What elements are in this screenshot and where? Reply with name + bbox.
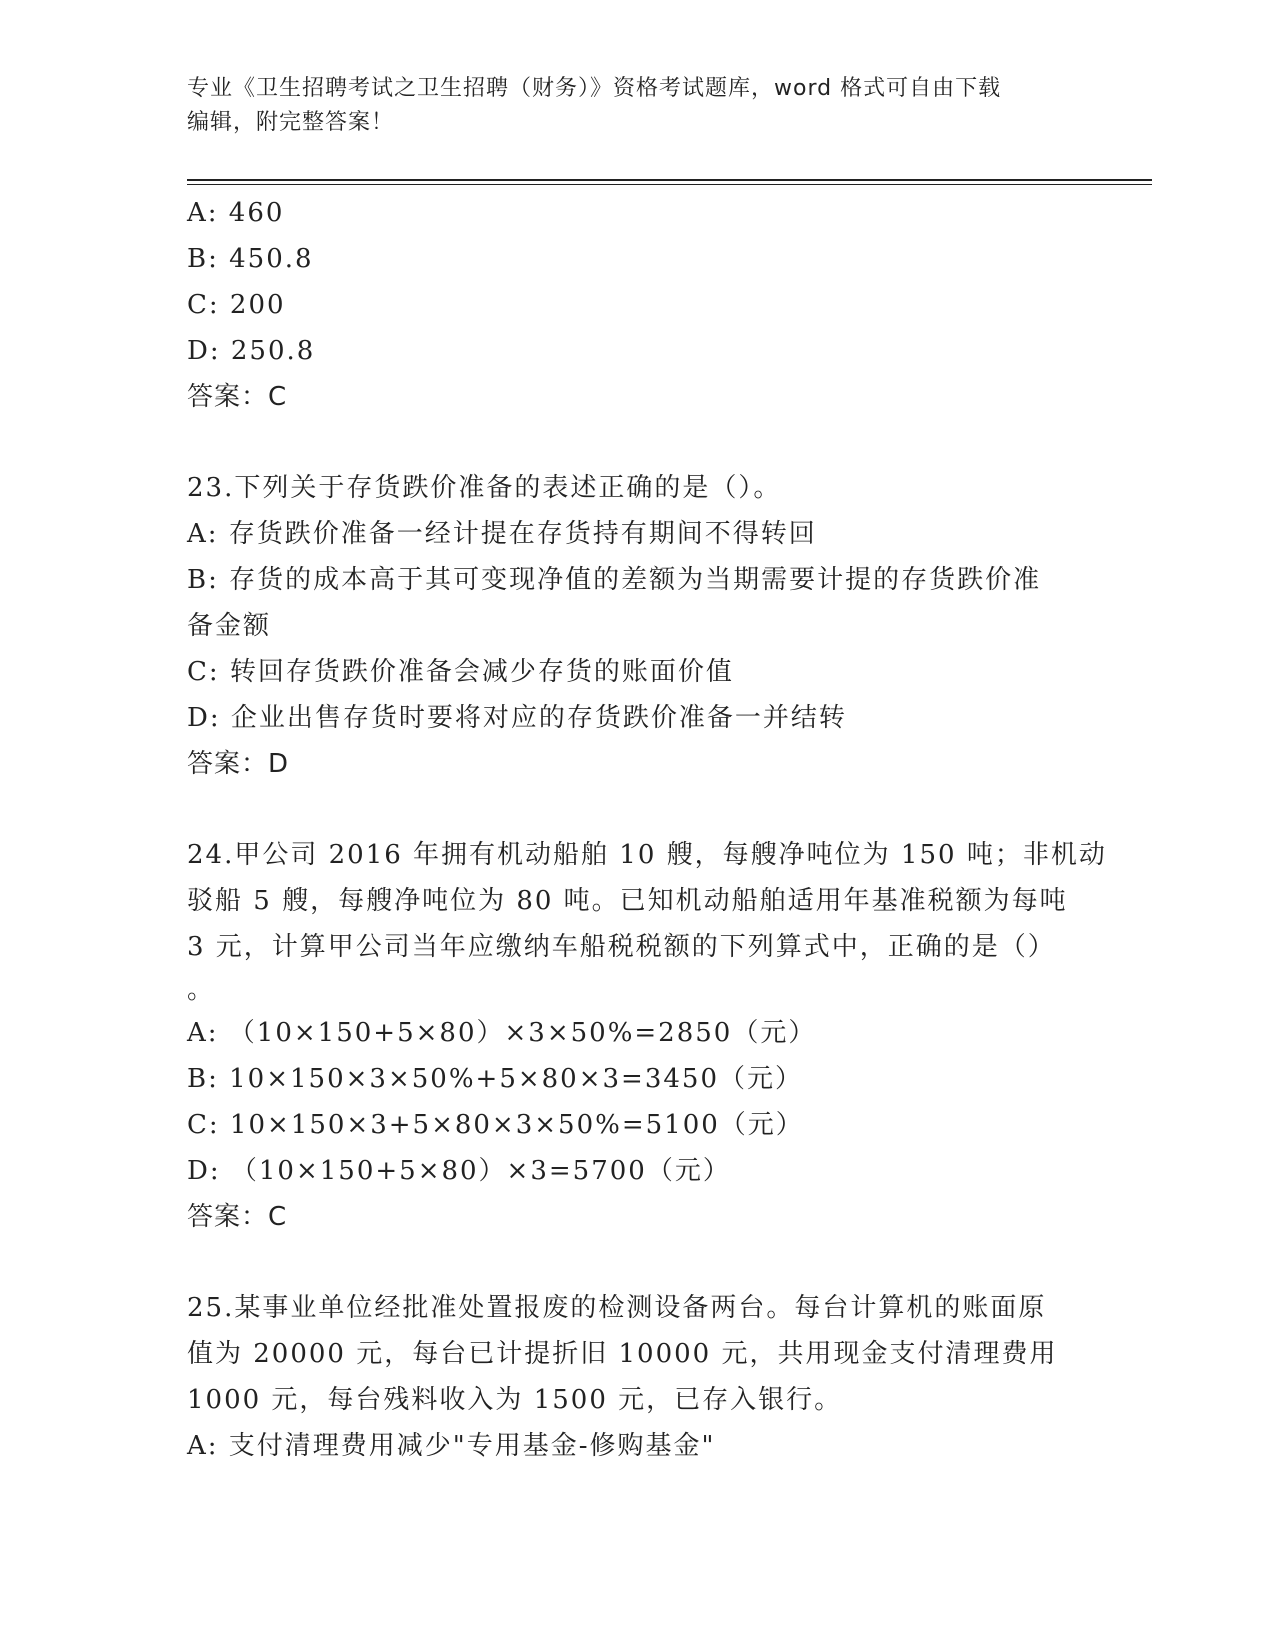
page-header [187, 72, 1087, 140]
q23-answer: 答案：D [187, 749, 290, 779]
q23-stem: 23.下列关于存货跌价准备的表述正确的是（）。 [187, 473, 782, 503]
q22-option-a: A: 460 [187, 198, 285, 228]
spacer [187, 1240, 1087, 1285]
q25-stem-line-3: 1000 元，每台残料收入为 1500 元，已存入银行。 [187, 1385, 843, 1415]
header-divider [187, 179, 1152, 185]
question-23-block [187, 465, 1087, 787]
q23-option-d: D: 企业出售存货时要将对应的存货跌价准备一并结转 [187, 703, 847, 733]
q22-option-b: B: 450.8 [187, 244, 314, 274]
q23-option-b-line-2: 备金额 [187, 611, 272, 641]
question-25-block [187, 1285, 1087, 1469]
question-24-block [187, 832, 1107, 1240]
q23-option-a: A: 存货跌价准备一经计提在存货持有期间不得转回 [187, 519, 817, 549]
spacer [187, 787, 1087, 832]
header-line-1: 专业《卫生招聘考试之卫生招聘（财务）》资格考试题库，word 格式可自由下载 [187, 76, 1002, 101]
q23-option-b-line-1: B: 存货的成本高于其可变现净值的差额为当期需要计提的存货跌价准 [187, 565, 1042, 595]
q24-answer: 答案：C [187, 1202, 288, 1232]
question-content [187, 190, 1107, 1469]
q24-stem-line-3: 3 元，计算甲公司当年应缴纳车船税税额的下列算式中，正确的是（） [187, 932, 1056, 962]
q24-stem-line-2: 驳船 5 艘，每艘净吨位为 80 吨。已知机动船舶适用年基准税额为每吨 [187, 886, 1068, 916]
q24-option-d: D: （10×150+5×80）×3=5700（元） [187, 1156, 731, 1186]
q25-option-a: A: 支付清理费用减少"专用基金-修购基金" [187, 1431, 716, 1461]
spacer [187, 420, 1087, 465]
q23-option-c: C: 转回存货跌价准备会减少存货的账面价值 [187, 657, 734, 687]
q22-answer: 答案：C [187, 382, 288, 412]
q22-option-c: C: 200 [187, 290, 286, 320]
q24-stem-line-1: 24.甲公司 2016 年拥有机动船舶 10 艘，每艘净吨位为 150 吨；非机动 [187, 840, 1107, 870]
q25-stem-line-2: 值为 20000 元，每台已计提折旧 10000 元，共用现金支付清理费用 [187, 1339, 1058, 1369]
q24-stem-line-4: 。 [187, 975, 216, 1005]
header-line-2: 编辑，附完整答案！ [187, 110, 395, 135]
q24-option-b: B: 10×150×3×50%+5×80×3=3450（元） [187, 1064, 804, 1094]
question-22-block [187, 190, 1087, 420]
q22-option-d: D: 250.8 [187, 336, 316, 366]
q24-option-a: A: （10×150+5×80）×3×50%=2850（元） [187, 1018, 817, 1048]
q24-option-c: C: 10×150×3+5×80×3×50%=5100（元） [187, 1110, 804, 1140]
q25-stem-line-1: 25.某事业单位经批准处置报废的检测设备两台。每台计算机的账面原 [187, 1293, 1047, 1323]
